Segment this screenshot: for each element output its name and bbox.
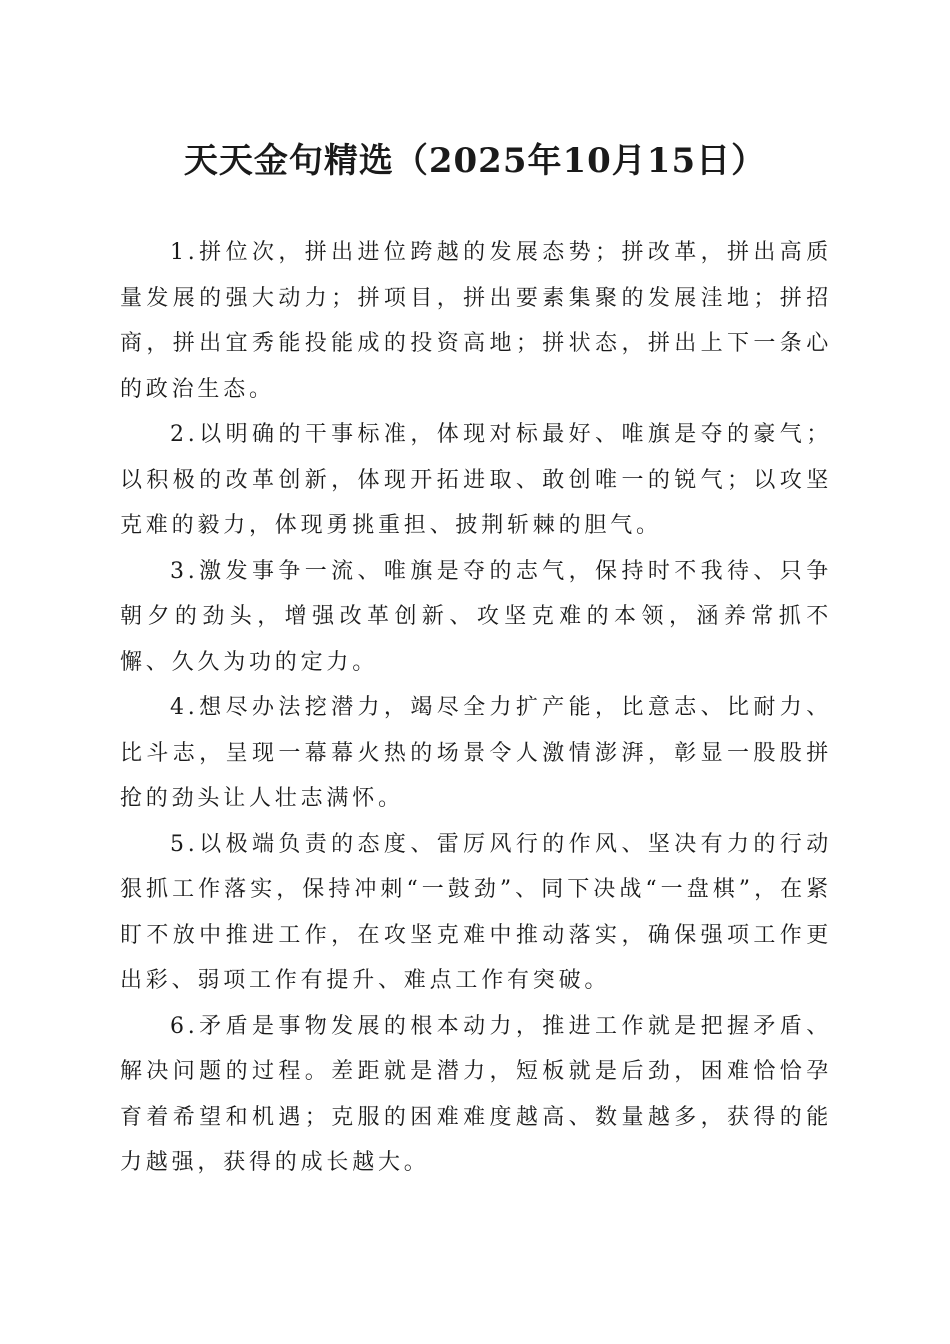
quote-paragraph-1: 1.拼位次，拼出进位跨越的发展态势；拼改革，拼出高质量发展的强大动力；拼项目，拼出要素集聚的发展洼地；拼招商，拼出宜秀能投能成的投资高地；拼状态，拼出上下一条心的政治生态。 bbox=[120, 240, 832, 402]
quote-paragraph-4: 4.想尽办法挖潜力，竭尽全力扩产能，比意志、比耐力、比斗志，呈现一幕幕火热的场景令人激情澎湃，彰显一股股拼抢的劲头让人壮志满怀。 bbox=[120, 695, 832, 811]
document-body bbox=[120, 230, 832, 1186]
quote-paragraph-2: 2.以明确的干事标准，体现对标最好、唯旗是夺的豪气；以积极的改革创新，体现开拓进取、敢创唯一的锐气；以攻坚克难的毅力，体现勇挑重担、披荆斩棘的胆气。 bbox=[120, 422, 832, 538]
quote-paragraph-6: 6.矛盾是事物发展的根本动力，推进工作就是把握矛盾、解决问题的过程。差距就是潜力，短板就是后劲，困难恰恰孕育着希望和机遇；克服的困难难度越高、数量越多，获得的能力越强，获得的成长越大。 bbox=[120, 1013, 832, 1175]
quote-paragraph-3: 3.激发事争一流、唯旗是夺的志气，保持时不我待、只争朝夕的劲头，增强改革创新、攻坚克难的本领，涵养常抓不懈、久久为功的定力。 bbox=[120, 558, 832, 675]
document-title: 天天金句精选（2025年10月15日） bbox=[183, 141, 767, 181]
quote-paragraph-5: 5.以极端负责的态度、雷厉风行的作风、坚决有力的行动狠抓工作落实，保持冲刺“一鼓劲”、同下决战“一盘棋”，在紧盯不放中推进工作，在攻坚克难中推动落实，确保强项工作更出彩、弱项工作有提升、难点工作有突破。 bbox=[120, 831, 832, 993]
